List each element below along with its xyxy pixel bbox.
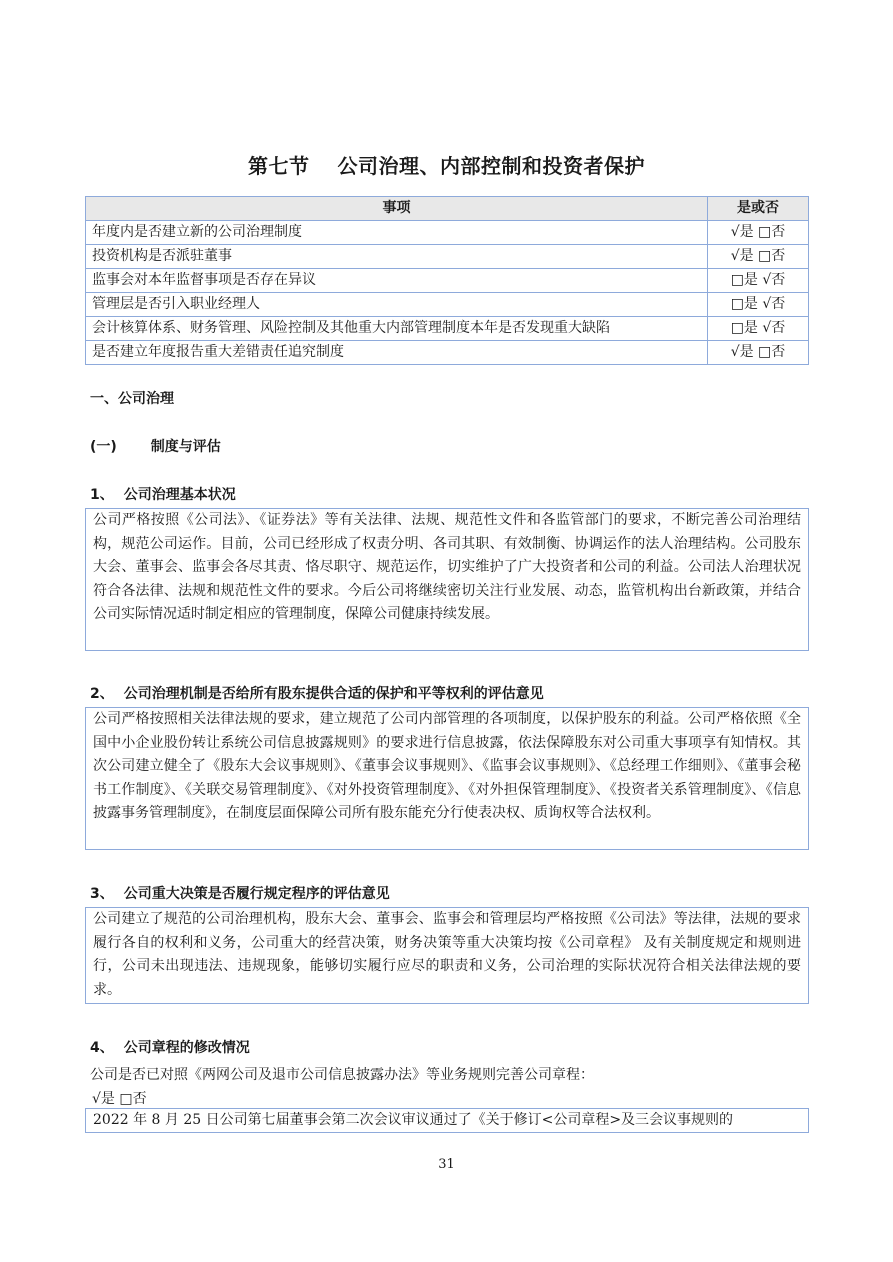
row-item: 年度内是否建立新的公司治理制度 (86, 221, 708, 245)
row-answer: √是 □否 (708, 245, 809, 269)
subsection-heading (90, 436, 221, 456)
page-number: 31 (438, 1157, 455, 1172)
item-heading-4 (90, 1037, 250, 1057)
row-answer: √是 □否 (708, 341, 809, 365)
row-item: 是否建立年度报告重大差错责任追究制度 (86, 341, 708, 365)
table-row (86, 317, 809, 341)
row-item: 监事会对本年监督事项是否存在异议 (86, 269, 708, 293)
item-question-4: 公司是否已对照《两网公司及退市公司信息披露办法》等业务规则完善公司章程： (90, 1067, 594, 1083)
column-header-item: 事项 (86, 197, 708, 221)
item-body-4: 2022 年 8 月 25 日公司第七届董事会第二次会议审议通过了《关于修订<公司章程>及三会议事规则的 (85, 1108, 809, 1133)
item-heading-2 (90, 683, 544, 703)
item-answer-4: √是 □否 (92, 1091, 147, 1107)
table-row (86, 245, 809, 269)
chapter-title: 公司治理、内部控制和投资者保护 (337, 154, 645, 178)
section-heading: 一、公司治理 (90, 391, 174, 407)
item-body-3: 公司建立了规范的公司治理机构，股东大会、董事会、监事会和管理层均严格按照《公司法》等法律，法规的要求履行各自的权利和义务，公司重大的经营决策，财务决策等重大决策均按《公司章程》 及有关制度规定和规则进行，公司未出现违法、违规现象，能够切实履行应尽的职责和义务，公司治理的实际状况符合相关法律法规的要求。 (85, 907, 809, 1004)
table-row (86, 293, 809, 317)
row-answer: √是 □否 (708, 221, 809, 245)
chapter-number: 第七节 (248, 154, 310, 178)
row-item: 会计核算体系、财务管理、风险控制及其他重大内部管理制度本年是否发现重大缺陷 (86, 317, 708, 341)
item-number: 3、 (90, 886, 114, 902)
row-answer: □是 √否 (708, 317, 809, 341)
subsection-number: (一) (90, 439, 117, 455)
table-row (86, 269, 809, 293)
table-row (86, 341, 809, 365)
row-item: 投资机构是否派驻董事 (86, 245, 708, 269)
item-title: 公司治理机制是否给所有股东提供合适的保护和平等权利的评估意见 (123, 686, 544, 702)
row-item: 管理层是否引入职业经理人 (86, 293, 708, 317)
item-number: 1、 (90, 487, 114, 503)
column-header-yes-no: 是或否 (708, 197, 809, 221)
item-number: 4、 (90, 1040, 114, 1056)
item-title: 公司治理基本状况 (123, 487, 236, 503)
item-body-1: 公司严格按照《公司法》、《证券法》等有关法律、法规、规范性文件和各监管部门的要求，不断完善公司治理结构，规范公司运作。目前，公司已经形成了权责分明、各司其职、有效制衡、协调运作的法人治理结构。公司股东大会、董事会、监事会各尽其责、恪尽职守、规范运作，切实维护了广大投资者和公司的利益。公司法人治理状况符合各法律、法规和规范性文件的要求。今后公司将继续密切关注行业发展、动态，监管机构出台新政策，并结合公司实际情况适时制定相应的管理制度，保障公司健康持续发展。 (85, 508, 809, 651)
page-title (0, 150, 893, 179)
row-answer: □是 √否 (708, 269, 809, 293)
item-title: 公司重大决策是否履行规定程序的评估意见 (123, 886, 390, 902)
item-heading-1 (90, 484, 236, 504)
governance-checklist-table (85, 196, 809, 365)
item-body-2: 公司严格按照相关法律法规的要求，建立规范了公司内部管理的各项制度，以保护股东的利益。公司严格依照《全国中小企业股份转让系统公司信息披露规则》的要求进行信息披露，依法保障股东对公司重大事项享有知情权。其次公司建立健全了《股东大会议事规则》、《董事会议事规则》、《监事会议事规则》、《总经理工作细则》、《董事会秘书工作制度》、《关联交易管理制度》、《对外投资管理制度》、《对外担保管理制度》、《投资者关系管理制度》、《信息披露事务管理制度》，在制度层面保障公司所有股东能充分行使表决权、质询权等合法权利。 (85, 707, 809, 850)
table-row (86, 221, 809, 245)
subsection-title: 制度与评估 (150, 439, 221, 455)
item-heading-3 (90, 883, 390, 903)
item-title: 公司章程的修改情况 (123, 1040, 250, 1056)
table-header-row (86, 197, 809, 221)
item-number: 2、 (90, 686, 114, 702)
row-answer: □是 √否 (708, 293, 809, 317)
